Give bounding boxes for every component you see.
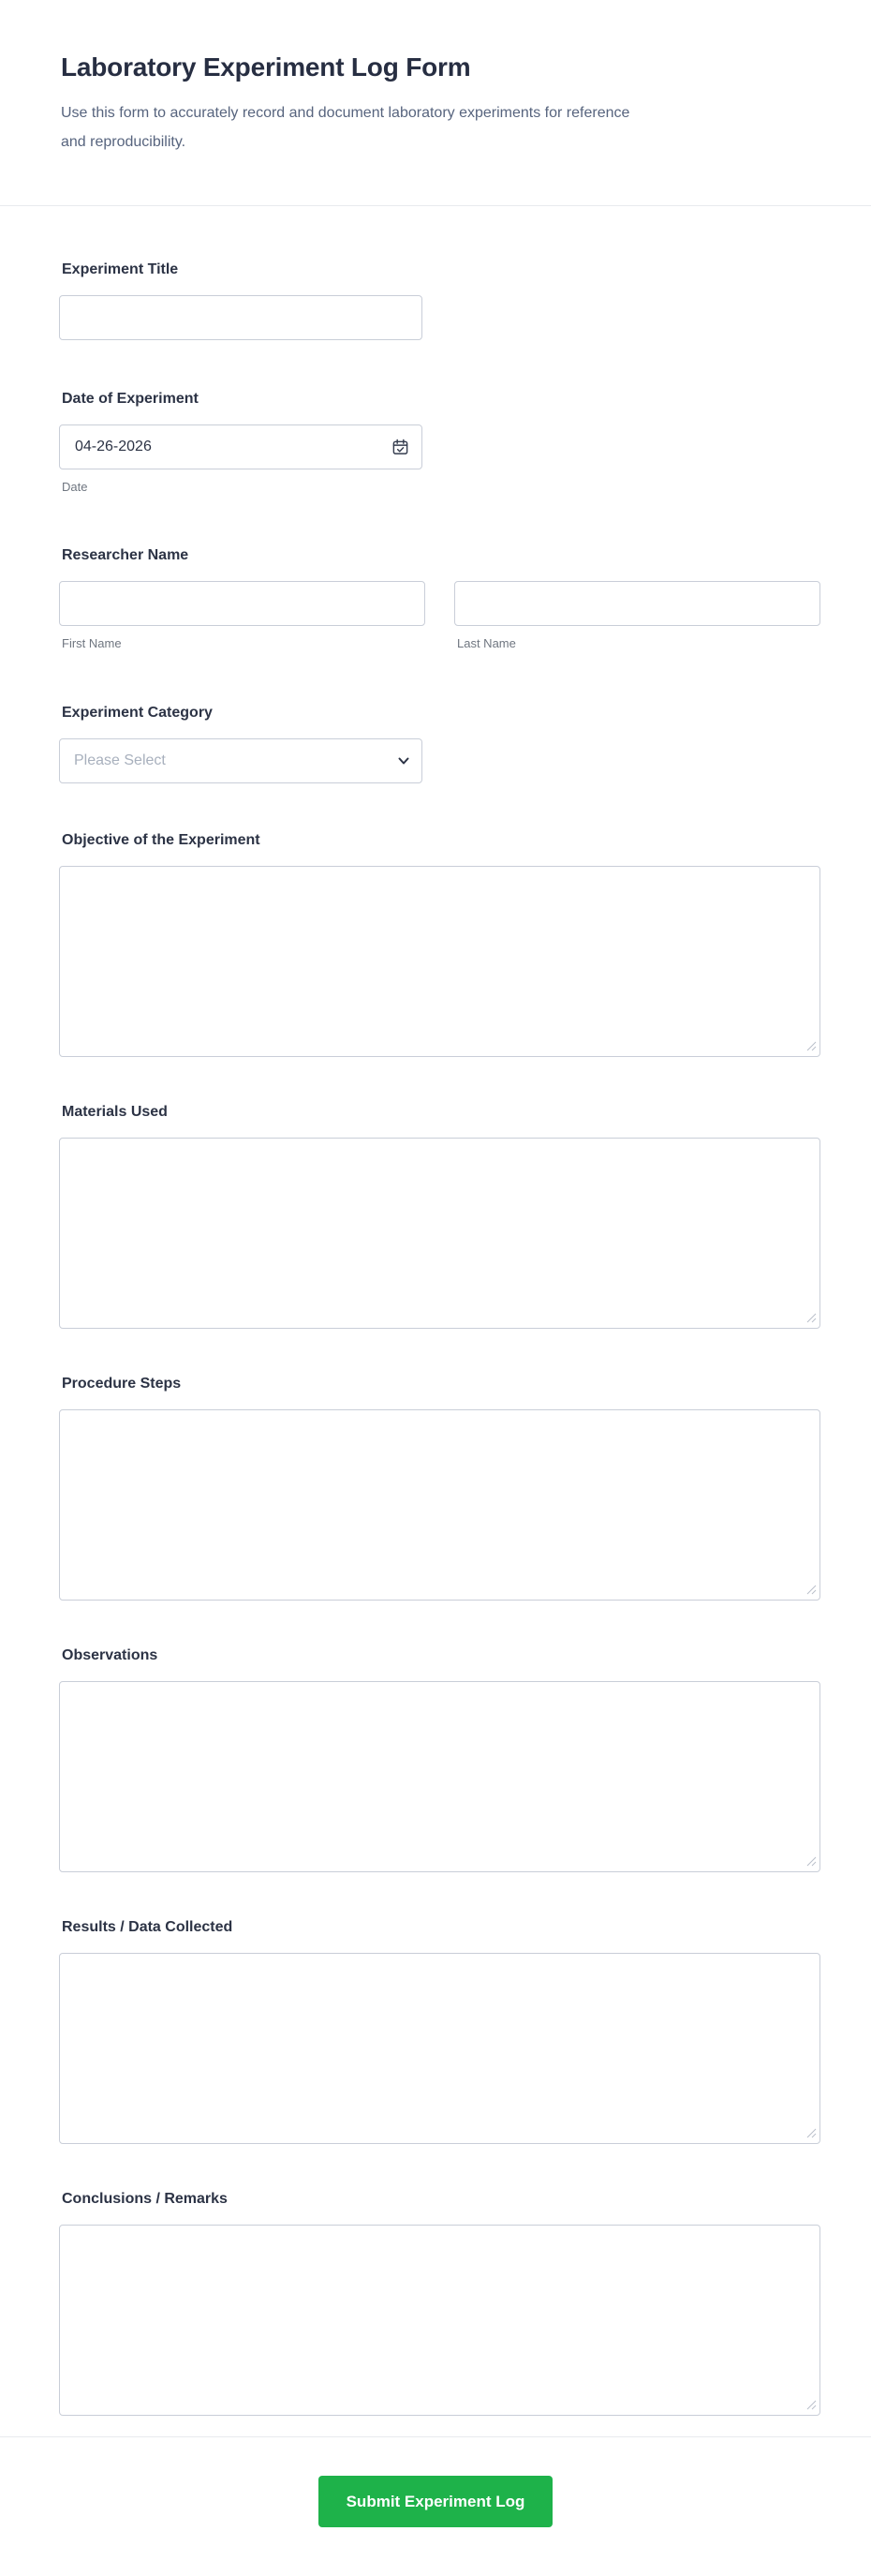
resize-handle-icon[interactable] xyxy=(806,2128,817,2138)
objective-textarea[interactable] xyxy=(59,866,820,1057)
first-name-sublabel: First Name xyxy=(62,636,122,650)
procedure-label: Procedure Steps xyxy=(62,1376,182,1392)
question-objective xyxy=(59,829,820,1057)
observations-textarea[interactable] xyxy=(59,1681,820,1872)
last-name-sublabel: Last Name xyxy=(457,636,516,650)
header-divider xyxy=(0,205,871,206)
resize-handle-icon[interactable] xyxy=(806,2400,817,2410)
form-subtitle: Use this form to accurately record and document laboratory experiments for reference and reproducibility. xyxy=(61,105,630,150)
form-body xyxy=(0,259,871,2416)
date-sublabel: Date xyxy=(62,480,88,494)
materials-label: Materials Used xyxy=(62,1104,168,1120)
calendar-check-icon[interactable] xyxy=(391,439,409,456)
submit-row xyxy=(0,2437,871,2576)
experiment-category-label: Experiment Category xyxy=(62,705,213,721)
date-of-experiment-label: Date of Experiment xyxy=(62,391,199,407)
experiment-category-select[interactable] xyxy=(59,738,422,783)
results-label: Results / Data Collected xyxy=(62,1919,233,1935)
resize-handle-icon[interactable] xyxy=(806,1856,817,1867)
last-name-input[interactable] xyxy=(454,581,820,626)
last-name-column xyxy=(454,581,820,651)
question-date-of-experiment xyxy=(59,388,820,495)
question-experiment-category xyxy=(59,702,820,783)
question-materials xyxy=(59,1101,820,1329)
first-name-input[interactable] xyxy=(59,581,425,626)
results-textarea[interactable] xyxy=(59,1953,820,2144)
experiment-title-input[interactable] xyxy=(59,295,422,340)
objective-label: Objective of the Experiment xyxy=(62,832,260,848)
question-conclusions xyxy=(59,2188,820,2416)
conclusions-textarea[interactable] xyxy=(59,2225,820,2416)
question-observations xyxy=(59,1645,820,1872)
question-procedure xyxy=(59,1373,820,1601)
observations-label: Observations xyxy=(62,1647,158,1663)
form-header xyxy=(0,0,871,156)
materials-textarea[interactable] xyxy=(59,1138,820,1329)
resize-handle-icon[interactable] xyxy=(806,1313,817,1323)
form-title: Laboratory Experiment Log Form xyxy=(61,52,471,82)
procedure-textarea[interactable] xyxy=(59,1409,820,1601)
researcher-name-label: Researcher Name xyxy=(62,547,189,563)
question-researcher-name xyxy=(59,544,820,651)
submit-button[interactable]: Submit Experiment Log xyxy=(318,2476,553,2527)
resize-handle-icon[interactable] xyxy=(806,1585,817,1595)
date-input[interactable] xyxy=(59,424,422,469)
first-name-column xyxy=(59,581,425,651)
resize-handle-icon[interactable] xyxy=(806,1041,817,1051)
conclusions-label: Conclusions / Remarks xyxy=(62,2191,228,2207)
question-results xyxy=(59,1916,820,2144)
question-experiment-title xyxy=(59,259,820,340)
experiment-category-selected-value: Please Select xyxy=(74,752,166,768)
experiment-title-label: Experiment Title xyxy=(62,261,179,277)
